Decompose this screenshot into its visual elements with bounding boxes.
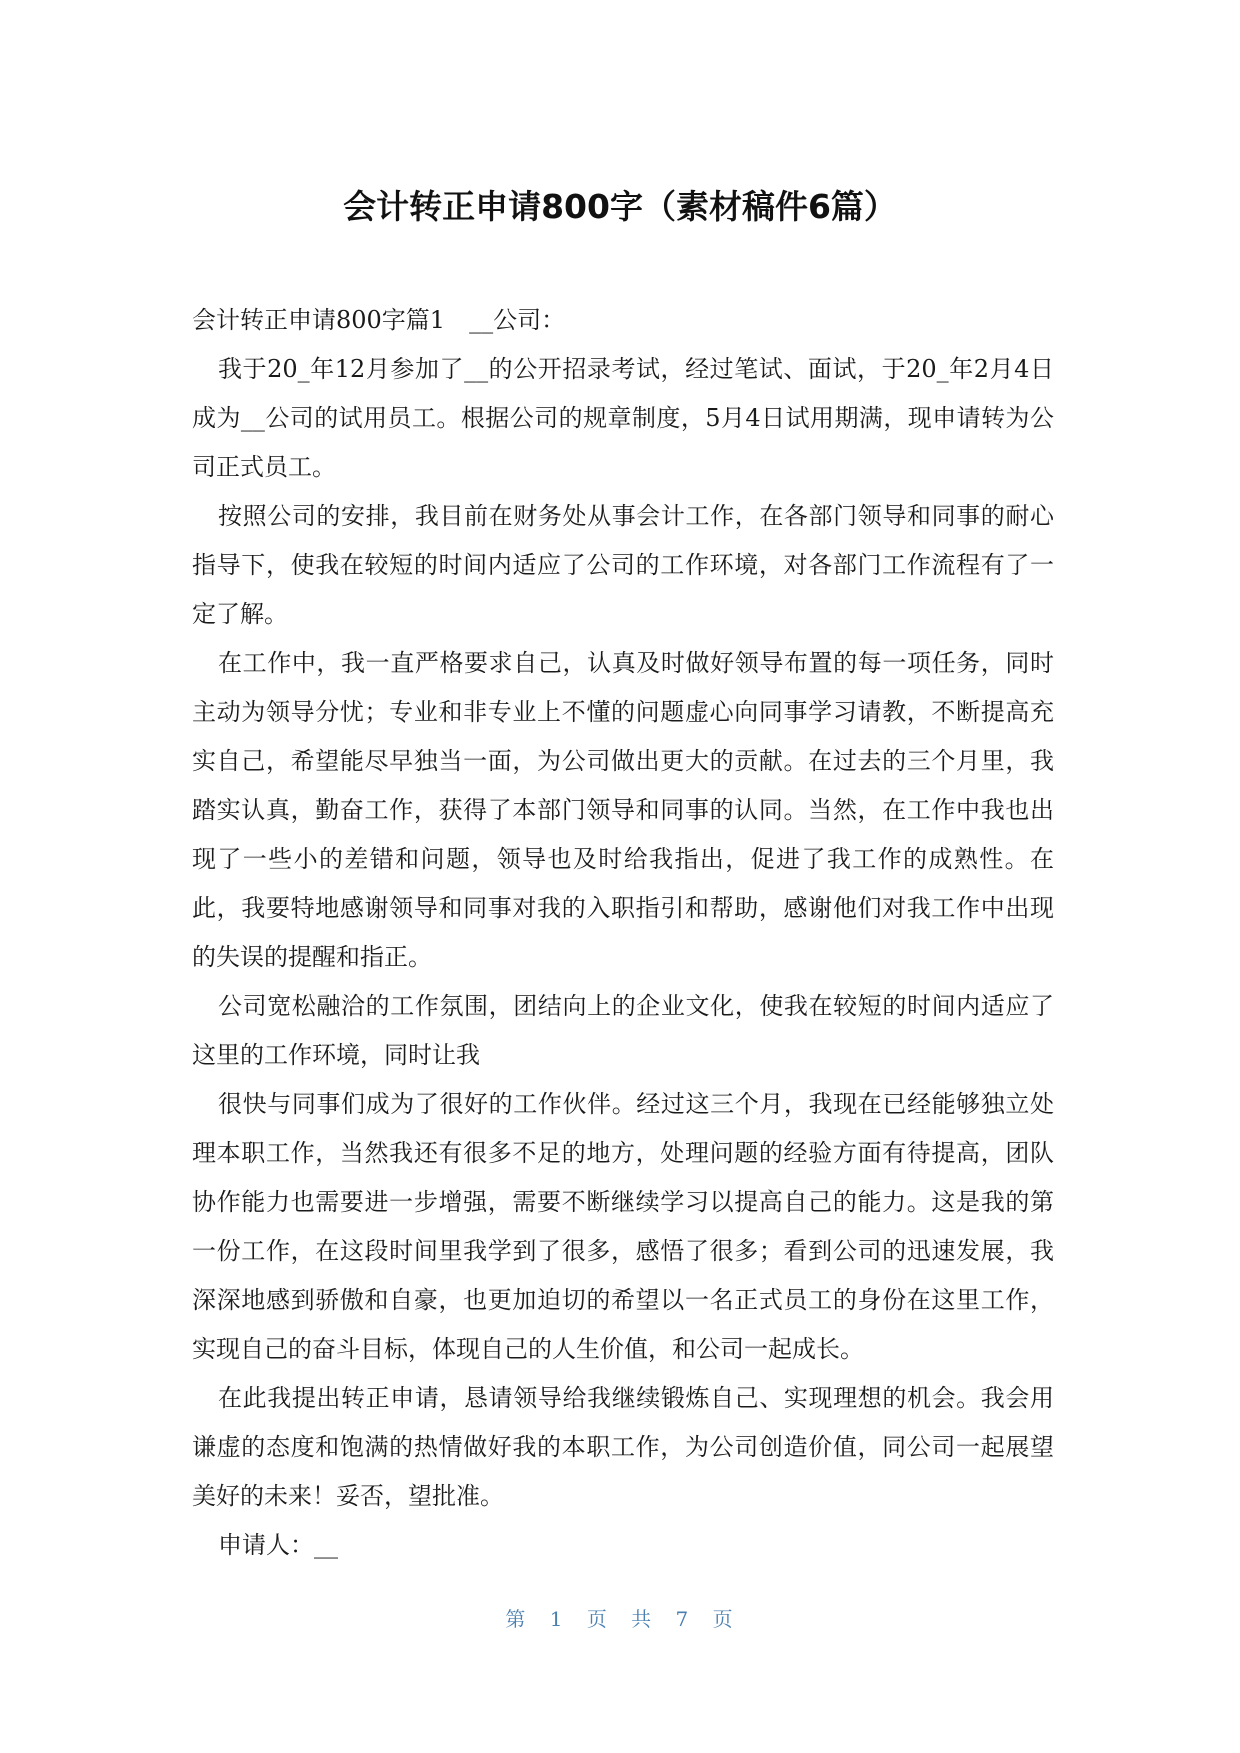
paragraph-3: 在工作中，我一直严格要求自己，认真及时做好领导布置的每一项任务，同时主动为领导分忧；专业和非专业上不懂的问题虚心向同事学习请教，不断提高充实自己，希望能尽早独当一面，为公司做出更大的贡献。在过去的三个月里，我踏实认真，勤奋工作，获得了本部门领导和同事的认同。当然，在工作中我也出现了一些小的差错和问题，领导也及时给我指出，促进了我工作的成熟性。在此，我要特地感谢领导和同事对我的入职指引和帮助，感谢他们对我工作中出现的失误的提醒和指正。	[192, 649, 1054, 971]
paragraph-6: 在此我提出转正申请，恳请领导给我继续锻炼自己、实现理想的机会。我会用谦虚的态度和饱满的热情做好我的本职工作，为公司创造价值，同公司一起展望美好的未来！妥否，望批准。	[192, 1384, 1054, 1510]
page-number-footer: 第 1 页 共 7 页	[505, 1607, 735, 1631]
section-heading-line: 会计转正申请800字篇1 __公司：	[192, 306, 566, 334]
applicant-signature-line: 申请人：__	[218, 1531, 338, 1559]
document-title: 会计转正申请800字（素材稿件6篇）	[343, 187, 897, 226]
paragraph-4: 公司宽松融洽的工作氛围，团结向上的企业文化，使我在较短的时间内适应了这里的工作环境，同时让我	[192, 992, 1054, 1069]
document-body	[192, 296, 1054, 1570]
paragraph-1: 我于20_年12月参加了__的公开招录考试，经过笔试、面试，于20_年2月4日成为__公司的试用员工。根据公司的规章制度，5月4日试用期满，现申请转为公司正式员工。	[192, 355, 1054, 481]
paragraph-5: 很快与同事们成为了很好的工作伙伴。经过这三个月，我现在已经能够独立处理本职工作，当然我还有很多不足的地方，处理问题的经验方面有待提高，团队协作能力也需要进一步增强，需要不断继续学习以提高自己的能力。这是我的第一份工作，在这段时间里我学到了很多，感悟了很多；看到公司的迅速发展，我深深地感到骄傲和自豪，也更加迫切的希望以一名正式员工的身份在这里工作，实现自己的奋斗目标，体现自己的人生价值，和公司一起成长。	[192, 1090, 1054, 1363]
paragraph-2: 按照公司的安排，我目前在财务处从事会计工作，在各部门领导和同事的耐心指导下，使我在较短的时间内适应了公司的工作环境，对各部门工作流程有了一定了解。	[192, 502, 1054, 628]
